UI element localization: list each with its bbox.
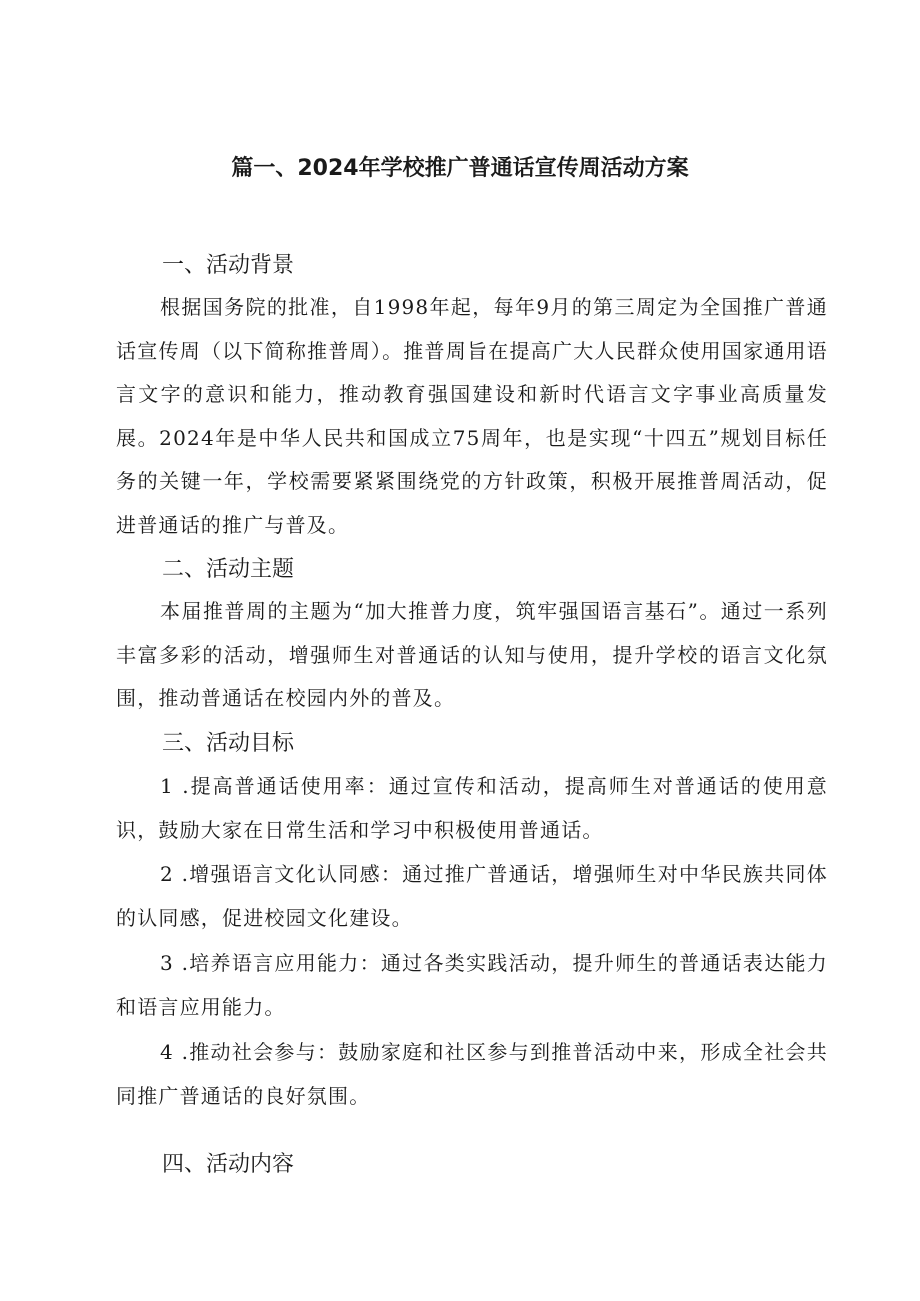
section-heading-content: 四、活动内容 <box>162 1152 295 1177</box>
paragraph-background: 根据国务院的批准，自1998年起，每年9月的第三周定为全国推广普通话宣传周（以下简称推普周）。推普周旨在提高广大人民群众使用国家通用语言文字的意识和能力，推动教育强国建设和新时代语言文字事业高质量发展。2024年是中华人民共和国成立75周年，也是实现“十四五”规划目标任务的关键一年，学校需要紧紧围绕党的方针政策，积极开展推普周活动，促进普通话的推广与普及。 <box>116 295 828 537</box>
goal-item-1: 1 .提高普通话使用率：通过宣传和活动，提高师生对普通话的使用意识，鼓励大家在日常生活和学习中积极使用普通话。 <box>116 774 828 842</box>
goal-item-2: 2 .增强语言文化认同感：通过推广普通话，增强师生对中华民族共同体的认同感，促进校园文化建设。 <box>116 862 828 930</box>
goal-item-4: 4 .推动社会参与：鼓励家庭和社区参与到推普活动中来，形成全社会共同推广普通话的良好氛围。 <box>116 1040 828 1108</box>
section-heading-background: 一、活动背景 <box>162 253 295 278</box>
section-heading-theme: 二、活动主题 <box>162 557 295 582</box>
goal-item-3: 3 .培养语言应用能力：通过各类实践活动，提升师生的普通话表达能力和语言应用能力。 <box>116 951 828 1019</box>
document-title: 篇一、2024年学校推广普通话宣传周活动方案 <box>231 156 689 181</box>
paragraph-theme: 本届推普周的主题为“加大推普力度，筑牢强国语言基石”。通过一系列丰富多彩的活动，增强师生对普通话的认知与使用，提升学校的语言文化氛围，推动普通话在校园内外的普及。 <box>116 599 828 711</box>
section-heading-goals: 三、活动目标 <box>162 731 295 756</box>
